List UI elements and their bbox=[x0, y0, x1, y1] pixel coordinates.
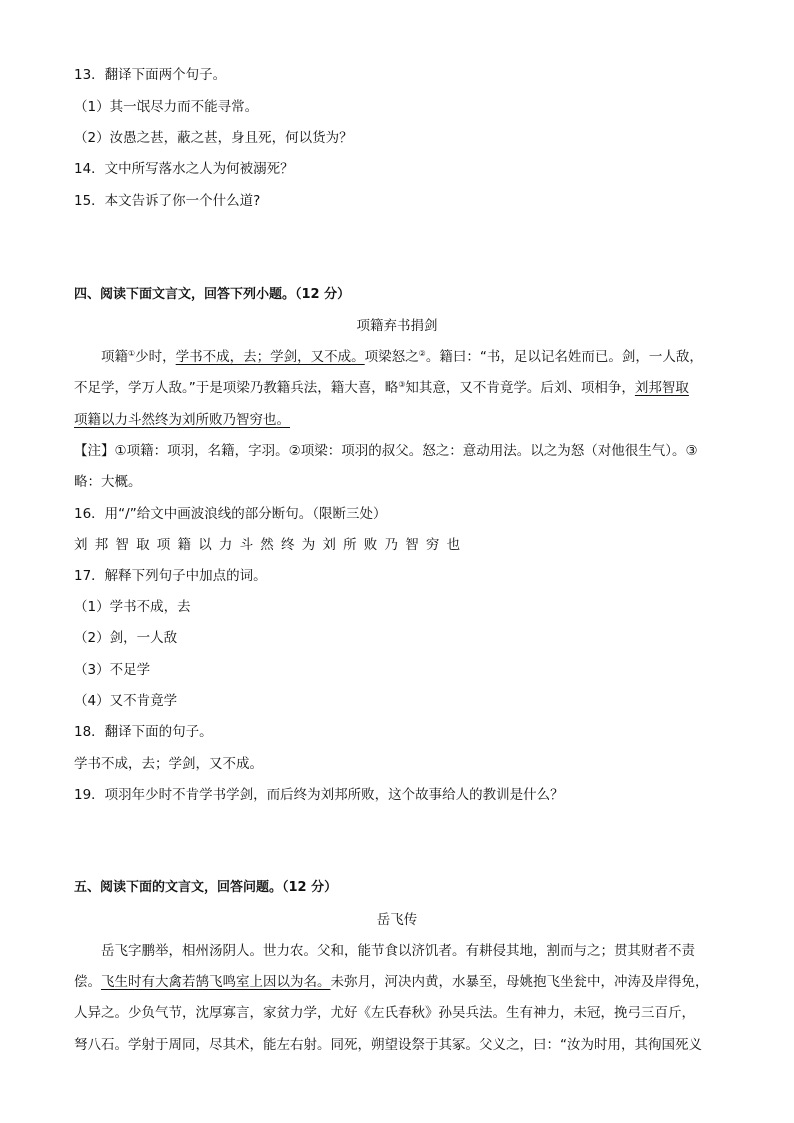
q18-question: 18．翻译下面的句子。 bbox=[74, 724, 213, 740]
q17-item-1: （1）学书不成，去 bbox=[74, 599, 191, 615]
q15-question: 15．本文告诉了你一个什么道? bbox=[74, 193, 261, 209]
q17-item-3: （3）不足学 bbox=[74, 662, 151, 678]
section-4-passage-title: 项籍弃书捐剑 bbox=[356, 318, 438, 334]
footnote-marker-3: ③ bbox=[398, 380, 406, 389]
section-4-passage-line-1: 项籍①少时，学书不成，去；学剑，又不成。项梁怒之②。籍曰：“书，足以记名姓而已。剑，一人敌， bbox=[101, 349, 703, 365]
q17-item-4: （4）又不肯竟学 bbox=[74, 693, 178, 709]
q13-title: 13．翻译下面两个句子。 bbox=[74, 67, 227, 83]
q16-text: 刘邦智取项籍以力斗然终为刘所败乃智穷也 bbox=[74, 537, 468, 553]
underlined-sentence: 学书不成，去；学剑，又不成。 bbox=[175, 349, 365, 365]
section-5-passage-line-3: 人异之。少负气节，沈厚寡言，家贫力学，尤好《左氏春秋》孙吴兵法。生有神力，未冠，挽弓三百斤， bbox=[74, 1005, 695, 1021]
section-5-passage-line-1: 岳飞字鹏举，相州汤阴人。世力农。父和，能节食以济饥者。有耕侵其地，割而与之；贯其财者不责 bbox=[101, 943, 695, 959]
section-5-heading: 五、阅读下面的文言文，回答问题。（12 分） bbox=[74, 880, 338, 895]
section-5-passage-line-4: 弩八石。学射于周同，尽其术，能左右射。同死，朔望设祭于其冢。父义之，曰：“汝为时用，其徇国死义 bbox=[74, 1037, 702, 1053]
section-4-heading: 四、阅读下面文言文，回答下列小题。（12 分） bbox=[74, 287, 351, 302]
section-4-passage-line-3 bbox=[74, 410, 290, 430]
section-4-note-line-1: 【注】①项籍：项羽，名籍，字羽。②项梁：项羽的叔父。怒之：意动用法。以之为怒（对他很生气）。③ bbox=[74, 443, 698, 459]
q13-sentence-2: （2）汝愚之甚，蔽之甚，身且死，何以货为？ bbox=[74, 130, 353, 146]
q19-question: 19．项羽年少时不肯学书学剑，而后终为刘邦所败，这个故事给人的教训是什么？ bbox=[74, 787, 564, 803]
section-4-note-line-2: 略：大概。 bbox=[74, 474, 142, 490]
q17-item-2: （2）剑，一人敌 bbox=[74, 630, 178, 646]
wavy-underlined-text: 刘邦智取 bbox=[634, 380, 689, 396]
q18-text: 学书不成，去；学剑，又不成。 bbox=[74, 756, 263, 772]
footnote-marker-1: ① bbox=[128, 349, 136, 358]
q13-sentence-1: （1）其一氓尽力而不能寻常。 bbox=[74, 99, 259, 115]
q14-question: 14．文中所写落水之人为何被溺死？ bbox=[74, 161, 294, 177]
wavy-underlined-text-cont: 项籍以力斗然终为刘所败乃智穷也。 bbox=[74, 412, 290, 428]
section-5-passage-line-2: 偿。飞生时有大禽若鹄飞鸣室上因以为名。未弥月，河决内黄，水暴至，母姚抱飞坐瓮中，冲涛及岸得免， bbox=[74, 974, 709, 990]
section-4-passage-line-2: 不足学，学万人敌。”于是项梁乃教籍兵法，籍大喜，略③知其意，又不肯竟学。后刘、项相争，刘邦智取 bbox=[74, 380, 689, 396]
q16-question: 16．用“/”给文中画波浪线的部分断句。（限断三处） bbox=[74, 506, 387, 522]
q17-question: 17．解释下列句子中加点的词。 bbox=[74, 568, 267, 584]
underlined-sentence: 飞生时有大禽若鹄飞鸣室上因以为名。 bbox=[101, 974, 331, 990]
section-5-passage-title: 岳飞传 bbox=[376, 912, 418, 928]
footnote-marker-2: ② bbox=[418, 349, 426, 358]
